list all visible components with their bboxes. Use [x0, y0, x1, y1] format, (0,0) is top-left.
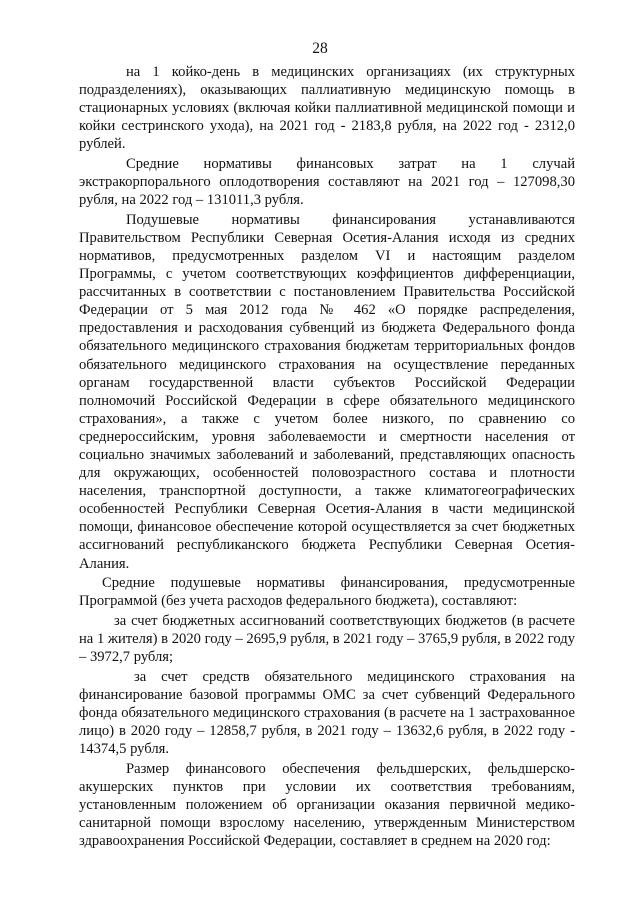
paragraph-average-norms: Средние подушевые нормативы финансирования, предусмотренные Программой (без учета расходов федерального бюджета), составляют:: [79, 575, 575, 610]
document-body: [79, 63, 575, 852]
paragraph-per-capita-norms: Подушевые нормативы финансирования устанавливаются Правительством Республики Северная Осетия-Алания исходя из средних нормативов, предусмотренных разделом VI и настоящим разделом Программы, с учетом соответствующих коэффициентов дифференциации, рассчитанных в соответствии с постановлением Правительства Российской Федерации от 5 мая 2012 года № 462 «О порядке распределения, предоставления и расходования субвенций из бюджета Федерального фонда обязательного медицинского страхования бюджетам территориальных фондов обязательного медицинского страхования на осуществление переданных органам государственной власти субъектов Российской Федерации полномочий Российской Федерации в сфере обязательного медицинского страхования», а также с учетом более низкого, по сравнению со среднероссийским, уровня заболеваемости и смертности населения от социально значимых заболеваний и заболеваний, представляющих опасность для окружающих, особенностей половозрастного состава и плотности населения, транспортной доступности, а также климатогеографических особенностей Республики Северная Осетия-Алания в части медицинской помощи, финансовое обеспечение которой осуществляется за счет бюджетных ассигнований республиканского бюджета Республики Северная Осетия-Алания.: [79, 211, 575, 572]
paragraph-feldsher-points: Размер финансового обеспечения фельдшерских, фельдшерско-акушерских пунктов при условии их соответствия требованиям, установленным положением об организации оказания первичной медико-санитарной помощи взрослому населению, утвержденным Министерством здравоохранения Российской Федерации, составляет в среднем на 2020 год:: [79, 760, 575, 849]
paragraph-eco-cost: Средние нормативы финансовых затрат на 1 случай экстракорпорального оплодотворения составляют на 2021 год – 127098,30 рубля, на 2022 год – 131011,3 рубля.: [79, 155, 575, 209]
paragraph-palliative-cost: на 1 койко-день в медицинских организациях (их структурных подразделениях), оказывающих паллиативную медицинскую помощь в стационарных условиях (включая койки паллиативной медицинской помощи и койки сестринского ухода), на 2021 год - 2183,8 рубля, на 2022 год - 2312,0 рублей.: [79, 64, 575, 153]
paragraph-budget-allocations: за счет бюджетных ассигнований соответствующих бюджетов (в расчете на 1 жителя) в 2020 году – 2695,9 рубля, в 2021 году – 3765,9 рубля, в 2022 году – 3972,7 рубля;: [79, 612, 575, 665]
page-number: 28: [312, 40, 328, 57]
paragraph-oms-funding: за счет средств обязательного медицинского страхования на финансирование базовой программы ОМС за счет субвенций Федерального фонда обязательного медицинского страхования (в расчете на 1 застрахованное лицо) в 2020 году – 12858,7 рубля, в 2021 году – 13632,6 рубля, в 2022 году - 14374,5 рубля.: [79, 668, 575, 757]
